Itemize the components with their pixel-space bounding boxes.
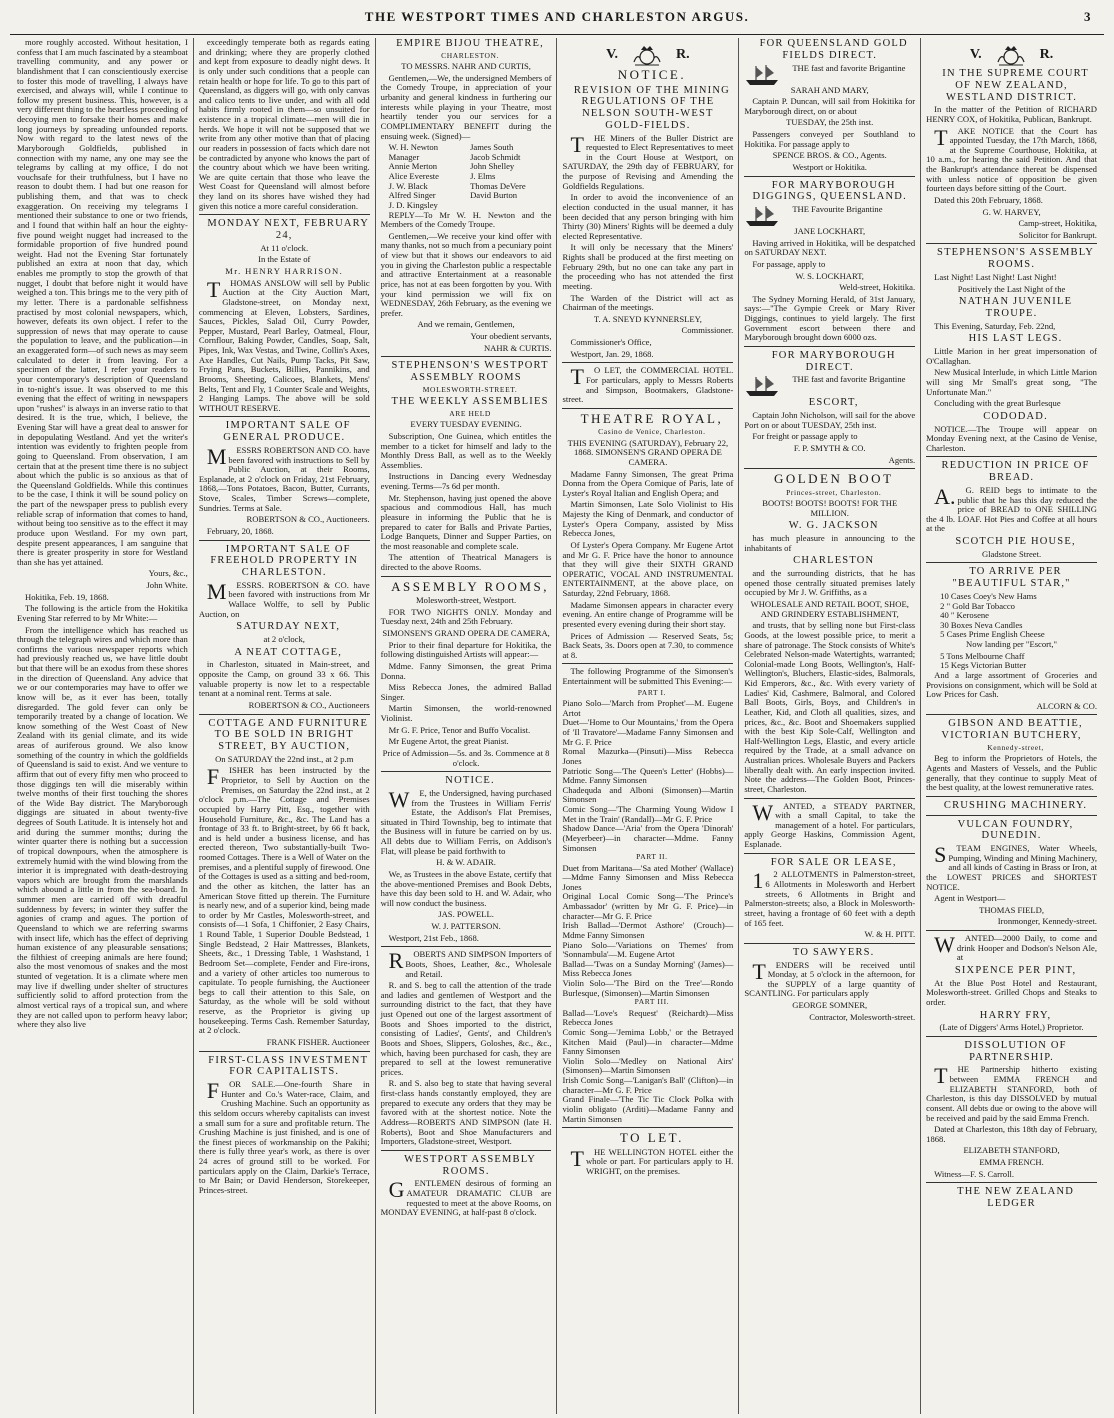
troupe-name: J. D. Kingsley xyxy=(388,199,438,210)
troupe-notice: NOTICE.—The Troupe will appear on Monday Evening next, at the Casino de Venise, Charleston. xyxy=(926,423,1097,453)
court-petition: In the matter of the Petition of RICHARD HENRY COX, of Hokitika, Publican, Bankrupt. xyxy=(926,104,1097,124)
divider xyxy=(744,798,915,799)
ship-1-text: Captain P. Duncan, will sail from Hokitika for Maryborough direct, on or about xyxy=(744,96,916,116)
troupe-name: James South xyxy=(470,142,514,153)
ledger-heading: THE NEW ZEALAND LEDGER xyxy=(957,1186,1075,1210)
theatre-text-2: Martin Simonsen, Late Solo Violinist to His Majesty the King of Denmark, and conductor of Lyster's Opera Company, assisted by Miss Rebecca Jones, xyxy=(562,499,734,539)
troupe-names xyxy=(381,143,552,210)
divider xyxy=(744,176,915,177)
cargo-item: 2 " Gold Bar Tobacco xyxy=(940,600,1015,611)
page-number: 3 xyxy=(1084,9,1092,24)
artist-3: Martin Simonsen, the world-renowned Violinist. xyxy=(380,703,552,724)
royal-cipher xyxy=(926,44,1097,66)
subscription-text: Subscription, One Guinea, which entitles the member to a ticket for himself and lady to the Monthly Dress Ball, as well as to the Weekly Assemblies. xyxy=(380,430,552,470)
artist-2: Miss Rebecca Jones, the admired Ballad Singer. xyxy=(380,682,552,702)
court-heading: IN THE SUPREME COURT OF NEW ZEALAND, WESTLAND DISTRICT. xyxy=(942,68,1089,103)
assembly-rooms-street: Molesworth-street, Westport. xyxy=(416,595,517,606)
cipher-v: V. xyxy=(969,47,982,63)
ship-1-passage: Passengers conveyed per Southland to Hokitika. For passage apply to xyxy=(744,129,916,149)
divider xyxy=(926,714,1097,715)
weekly-held: ARE HELD xyxy=(449,408,491,418)
notice-signature: H. & W. ADAIR. xyxy=(436,857,496,868)
opera-intro: Prior to their final departure for Hokitika, the following distinguished Artists will appear:— xyxy=(380,639,552,660)
article-text: From the intelligence which has reached us through the telegraph wires and which more than confirms the various newspaper reports which had previously reached us, we have little doubt but that there will be an exodus from these shores in the direction of Queensland. Any advice that we or our contemporaries may have to offer we know will be, as it ever has been, totally disregarded. The gold fever can only be temporarily treated by a change of location. We know something of the West Coast of New Zealand with its genial climate, and its wide areas of auriferous ground. We also know something of the country in which the goldfields of Queensland is said to exist. And we venture to affirm that out of every fifty men who proceed to those diggings ten will die miserably within twelve months of their first touching the shores of the Wide Bay district. The Maryborough diggings are situated in about twenty-five degrees of South Latitude. It is intensely hot and arid during the summer months; during the winter quarter there is nothing but a succession of tropical downpours, when the atmosphere is extremely humid with the wind blowing from the interior it is impregnated with death-destroying vapors which are brought from the marshlands which abound a little in from the sea-board. In summer men are carried off with dreadful suddenness by fevers; in winter they suffer the agonies of cramp and agues. The portion of Queensland to which we are referring swarms with insect life, which has the effect of depriving human existence of any pleasurable sensations; the filthiest of creeping animals are here found; also the most venomous of snakes and the most stunted of vegetation. It is a climate where men may live if dwelling under shelter of structures sufficiently solid to afford protection from the almost vertical rays of a tropical sun, and where they are not called upon to perform heavy labor; where they also live xyxy=(17,624,188,1030)
article-continuation: exceedingly temperate both as regards eating and drinking; where they are properly clothed and kept from exposure to deadly night dews. It is only under such conditions that a people can retain health or hope for life. To go to this part of Queensland, as diggers will go, with only canvas and calico tents to live under, and with all odd habits firmly rooted in them—so unsuited for existence in a tropical climate—men will die in herds. We hope it will not be supposed that we write from any other motive than that of placing our readers in possession of facts which dare not be contradicted by anyone who knows the part of the country about which we have been writing. We are quite certain that those who leave the West Coast for Queensland will almost before they land on its shores have wished they had given this notice a more careful consideration. xyxy=(198,38,370,211)
masthead-title: THE WESTPORT TIMES AND CHARLESTON ARGUS. xyxy=(364,9,750,24)
ship-icon xyxy=(744,205,780,227)
divider xyxy=(199,540,370,541)
programme-item: Ballad—'Twas on a Sunday Morning' (James)—Miss Rebecca Jones xyxy=(562,958,734,979)
burlesque-title: CODODAD. xyxy=(983,410,1048,422)
dissolution-signature-1: ELIZABETH STANFORD, xyxy=(963,1145,1060,1156)
to-let-heading: TO LET. xyxy=(619,1130,684,1146)
cargo-list-2 xyxy=(926,652,1097,671)
divider xyxy=(926,796,1097,797)
mining-text-2: In order to avoid the inconvenience of an election conducted in the usual manner, it has been decided that any person bringing with him Thirty (30) Miners' Rights will be deemed a duly elected Representative. xyxy=(562,192,734,241)
boots-heading: ROBERTS AND SIMPSON Importers of Boots, Shoes, Leather, &c., Wholesale and Retail. xyxy=(388,948,552,979)
produce-date: February, 20, 1868. xyxy=(206,525,274,536)
ship-3-text: Captain John Nicholson, will sail for the above Port on or about TUESDAY, 25th inst. xyxy=(744,410,916,430)
programme-list-3 xyxy=(562,1009,733,1125)
ship-2-agent: W. S. LOCKHART, xyxy=(795,270,864,281)
jackson-stock: and trusts, that by selling none but First-class Goods, at the lowest possible price, to merit a share of patronage. The Stock consists of White's Celebrated Nelson-made Watertights, warranted; Colonial-made Long Boots, Wellington's, Half-Wellington's, Bluchers, Elastic-sides, Balmorals, Kid Emperors, &c., &c. With every variety of Ladies' Kid, Cashmere, Balmoral, and Colored Ball Boots, Girls, Boys, and Children's in Leather, Kid, and Cloth all qualities, sizes, and prices, &c., &c. Boot and Shoemakers supplied with the best Kip Sole-Calf, Wellington and Half-Wellington Legs, Elastic, and every article required by the Trade, at a small advance on Australian prices. Wholesale Buyers and Packers liberally dealt with. An early inspection invited. Note the address—The Golden Boot, Princes-street, Charleston. xyxy=(744,620,916,794)
ship-1-agents-location: Westport or Hokitika. xyxy=(792,161,867,172)
troupe-name: Alfred Singer xyxy=(388,190,436,201)
divider xyxy=(199,1051,370,1052)
programme-item: Shadow Dance—'Aria' from the Opera 'Dinorah' (Meyerbeer)—in character—Mdme. Fanny Simonsen xyxy=(562,823,734,853)
dissolution-signature-2: EMMA FRENCH. xyxy=(979,1157,1044,1168)
troupe-name: John Shelley xyxy=(470,161,515,172)
furniture-heading: COTTAGE AND FURNITURE TO BE SOLD IN BRIGHT STREET, BY AUCTION, xyxy=(208,717,369,752)
programme-item: Grand Finale—'The Tic Tic Clock Polka with violin obligato (Arditi)—Madame Fanny and Martin Simonsen xyxy=(562,1094,734,1124)
ship-2-passage: For passage, apply to xyxy=(752,258,826,269)
programme-list-1 xyxy=(562,699,733,853)
show-text-1: Little Marion in her great impersonation of O'Callaghan. xyxy=(926,346,1097,366)
foundry-text: STEAM ENGINES, Water Wheels, Pumping, Winding and Mining Machinery, and all kinds of Casting in Brass or Iron, at the LOWEST PRICES and SHORTEST NOTICE. xyxy=(926,842,1097,892)
landing-label: Now landing per "Escort," xyxy=(966,639,1058,649)
bread-heading: REDUCTION IN PRICE OF BREAD. xyxy=(941,460,1090,484)
divider xyxy=(744,468,915,469)
cargo-item: 15 Kegs Victorian Butter xyxy=(940,660,1027,671)
columns xyxy=(12,38,1102,1414)
divider xyxy=(562,408,733,409)
managers-text: The attention of Theatrical Managers is directed to the above Rooms. xyxy=(380,552,552,573)
opera-title: SIMONSEN'S GRAND OPERA DE CAMERA, xyxy=(382,628,550,639)
trustees-date: Westport, 21st Feb., 1868. xyxy=(388,932,479,943)
troupe-name: Jacob Schmidt xyxy=(470,151,521,162)
stephenson-heading: STEPHENSON'S ASSEMBLY ROOMS. xyxy=(937,247,1095,271)
cargo-list-1 xyxy=(926,592,1097,640)
theatre-letter: Gentlemen,—We, the undersigned Members of the Comedy Troupe, in appreciation of your urbanity and general kindness in furthering our interests while playing in your Theatre, most heartily tender you our services for a COMPLIMENTARY BENEFIT during the ensuing week. (Signed)— xyxy=(380,72,552,141)
divider xyxy=(562,362,733,363)
estate-label: In the Estate of xyxy=(258,254,311,265)
ship-1-agents: SPENCE BROS. & CO., Agents. xyxy=(772,150,887,161)
article-intro: The following is the article from the Hokitika Evening Star referred to by Mr White:— xyxy=(17,603,188,623)
programme-item: Piano Solo—'Variations on Themes' from 'Sonnambula'—M. Eugene Artot xyxy=(562,939,734,960)
hall-text: Mr. Stephenson, having just opened the above spacious and commodious Hall, has much pleasure in informing the Public that he is prepared to cater for Balls and Private Parties, Lodge Banquets, Dinner and Supper Parties, on the most reasonable and complete scale. xyxy=(380,492,552,551)
column-1 xyxy=(12,38,194,1414)
cottage-signature: ROBERTSON & CO., Auctioneers xyxy=(248,699,370,710)
court-date: Dated this 20th February, 1868. xyxy=(934,194,1043,205)
produce-heading: IMPORTANT SALE OF GENERAL PRODUCE. xyxy=(223,420,351,444)
theatre-text-4: Madame Simonsen appears in character every evening. An entire change of Programme will be presented every evening during their short stay. xyxy=(562,599,734,629)
groceries-signature: ALCORN & CO. xyxy=(1036,700,1097,711)
cargo-item: 10 Cases Coey's New Hams xyxy=(940,590,1037,601)
cipher-r: R. xyxy=(1039,47,1054,63)
queensland-heading: FOR QUEENSLAND GOLD FIELDS DIRECT. xyxy=(759,38,908,61)
programme-part-3: PART III. xyxy=(634,997,670,1007)
programme-item: Violin Solo—'The Bird on the Tree'—Rondo Burlesque, (Simonsen)—Martin Simonsen xyxy=(562,978,734,998)
arrive-heading: TO ARRIVE PER "BEAUTIFUL STAR," xyxy=(952,566,1071,590)
reply-text: Gentlemen,—We receive your kind offer with many thanks, not so much from a pecuniary point of view but that it shows our endeavors to aid you in giving the Charleston public a respectable and attractive Entertainment at a reasonable price, has not at eas been forgotten by you. With your kind permission we will fix on WEDNESDAY, 26th February, as the evening we prefer. xyxy=(380,230,552,318)
court-notice: TAKE NOTICE that the Court has appointed Tuesday, the 17th March, 1868, at the Supreme Courthouse, Hokitika, at 10 a.m., for hearing the said Petition. And that the Bankrupt's attendance thereat be dispensed with unless notice of opposition be given fourteen days before sitting of the Court. xyxy=(926,124,1097,194)
divider xyxy=(381,356,552,357)
ale-price: SIXPENCE PER PINT, xyxy=(954,964,1077,976)
sale-lease-heading: FOR SALE OR LEASE, xyxy=(770,856,897,868)
programme-list-2 xyxy=(562,864,733,999)
cargo-item: 5 Cases Prime English Cheese xyxy=(940,629,1045,640)
mining-text-4: The Warden of the District will act as Chairman of the meetings. xyxy=(562,292,734,313)
maryborough-direct-heading: FOR MARYBOROUGH DIRECT. xyxy=(771,349,896,373)
divider xyxy=(744,853,915,854)
troupe-name: W. H. Newton xyxy=(388,142,438,153)
freehold-text: MESSRS. ROBERTSON & CO. have been favored with instructions from Mr Wallace Wolffe, to sell by Public Auction, on xyxy=(198,578,370,619)
programme-item: Piano Solo—'March from Prophet'—M. Eugene Artot xyxy=(562,698,734,718)
foundry-agent-address: Ironmonger, Kennedy-street. xyxy=(997,916,1097,927)
divider xyxy=(926,1036,1097,1037)
last-night-label: Positively the Last Night of the xyxy=(957,283,1066,294)
show-title: HIS LAST LEGS. xyxy=(968,333,1063,345)
cipher-r: R. xyxy=(675,47,690,63)
show-date: This Evening, Saturday, Feb. 22nd, xyxy=(934,320,1056,331)
troupe-name: Manager xyxy=(388,151,420,162)
programme-item: Patriotic Song—'The Queen's Letter' (Hobbs)—Mdme. Fanny Simonsen xyxy=(562,765,734,786)
artist-1: Mdme. Fanny Simonsen, the great Prima Donna. xyxy=(380,660,552,681)
programme-item: Irish Comic Song—'Lanigan's Ball' (Clifton)—in character—Mr G. F. Price xyxy=(562,1075,734,1095)
divider xyxy=(199,214,370,215)
jackson-establishment: WHOLESALE AND RETAIL BOOT, SHOE, AND GRINDERY ESTABLISHMENT, xyxy=(750,599,909,619)
foundry-heading: VULCAN FOUNDRY, DUNEDIN. xyxy=(957,818,1074,842)
programme-item: Original Local Comic Song—'The Prince's Ambassador' (written by Mr G. F. Price)—in character—Mr G. F. Price xyxy=(562,891,734,921)
commissioner-name: T. A. SNEYD KYNNERSLEY, xyxy=(593,313,702,324)
dancing-text: Instructions in Dancing every Wednesday evening. Terms—7s 6d per month. xyxy=(380,471,552,492)
jackson-town: CHARLESTON xyxy=(793,555,875,567)
ship-1-intro: THE fast and favorite Brigantine xyxy=(792,62,906,73)
mining-notice-title: REVISION OF THE MINING REGULATIONS OF THE NELSON SOUTH-WEST GOLD-FIELDS. xyxy=(573,84,730,131)
theatre-prices: Prices of Admission — Reserved Seats, 5s; Back Seats, 3s. Doors open at 7.30, to commence at 8. xyxy=(562,630,734,660)
maryborough-heading: FOR MARYBOROUGH DIGGINGS, QUEENSLAND. xyxy=(752,179,907,203)
hotel-to-let: TO LET, the COMMERCIAL HOTEL. For particulars, apply to Messrs Roberts and Simpson, Bootmakers, Gladstone-street. xyxy=(562,364,734,405)
divider xyxy=(381,576,552,577)
sawyers-signature: GEORGE SOMNER, xyxy=(792,1000,868,1011)
ship-3-name: ESCORT, xyxy=(808,397,859,409)
ship-2-agent-location: Weld-street, Hokitika. xyxy=(839,282,916,293)
crushing-heading: CRUSHING MACHINERY. xyxy=(943,799,1088,811)
letter-dateline: Hokitika, Feb. 19, 1868. xyxy=(25,591,109,602)
hotel-text: At the Blue Post Hotel and Restaurant, Molesworth-street. Grilled Chops and Steaks to order. xyxy=(926,977,1097,1007)
show-text-3: Concluding with the great Burlesque xyxy=(934,398,1061,409)
reply-closing: And we remain, Gentlemen, xyxy=(417,319,515,330)
assembly-rooms-heading: ASSEMBLY ROOMS, xyxy=(391,578,549,594)
divider xyxy=(381,771,552,772)
column-2 xyxy=(194,38,376,1414)
dramatic-text: GENTLEMEN desirous of forming an AMATEUR DRAMATIC CLUB are requested to meet at the above Rooms, on MONDAY EVENING, at half-past 8 o'clock. xyxy=(380,1177,552,1218)
artist-4: Mr G. F. Price, Tenor and Buffo Vocalist. xyxy=(388,724,531,735)
theatre-royal-heading: THEATRE ROYAL, xyxy=(580,410,724,426)
cargo-item: 5 Tons Melbourne Chaff xyxy=(940,650,1025,661)
programme-item: Ballad—'Love's Request' (Reichardt)—Miss Rebecca Jones xyxy=(562,1007,734,1028)
investment-text: FOR SALE.—One-fourth Share in Hunter and Co.'s Water-race, Claim, and Crushing Machine. Such an opportunity as this seldom occurs whereby capitalists can invest a small sum for a sure and profitable return. The Crushing Machine is just finished, and is one of the finest pieces of workmanship on the Pakihi; there is fully three year's work, as there is over 24 acres of ground still to be worked. For particulars apply on the Claim, Darkie's Terrace, to Mr Bain; or David Henderson, Storekeeper, Princes-street. xyxy=(198,1078,370,1195)
ale-text: WANTED—2000 Daily, to come and drink Hooper and Dodson's Nelson Ale, at xyxy=(934,932,1097,963)
last-night: Last Night! Last Night! Last Night! xyxy=(934,271,1057,282)
trustee-1: JAS. POWELL. xyxy=(438,909,494,920)
show-text-2: New Musical Interlude, in which Little Marion will sing Mr Small's great song, "The Unfortunate Man." xyxy=(926,367,1097,397)
column-6 xyxy=(921,38,1102,1414)
troupe-name: Alice Evereste xyxy=(388,171,439,182)
jackson-text: and the surrounding districts, that he has opened those centrally situated premises lately occupied by Mr J. W. Griffiths, as a xyxy=(744,568,916,598)
commissioner-date: Westport, Jan. 29, 1868. xyxy=(570,348,654,359)
royal-crest-icon xyxy=(996,44,1026,66)
column-4 xyxy=(557,38,739,1414)
cargo-item: 30 Boxes Neva Candles xyxy=(940,619,1023,630)
freehold-heading: IMPORTANT SALE OF FREEHOLD PROPERTY IN CHARLESTON. xyxy=(210,543,359,578)
reply-heading: REPLY—To Mr W. H. Newton and the Members of the Comedy Troupe. xyxy=(380,209,552,230)
pie-house-street: Gladstone Street. xyxy=(981,548,1042,559)
theatre-royal-location: Casino de Venice, Charleston. xyxy=(598,427,706,437)
solicitor-title: Solicitor for Bankrupt. xyxy=(1018,229,1097,240)
golden-boot-location: Princes-street, Charleston. xyxy=(786,487,882,497)
proprietor-name: HARRY FRY, xyxy=(979,1009,1052,1021)
ship-2-intro: THE Favourite Brigantine xyxy=(792,204,883,214)
ship-3-freight: For freight or passage apply to xyxy=(752,431,858,442)
letter-signoff: Yours, &c., xyxy=(148,568,188,579)
ship-icon xyxy=(744,64,780,86)
ship-2-name: JANE LOCKHART, xyxy=(794,226,866,236)
ship-1-name: SARAH AND MARY, xyxy=(790,84,869,95)
divider xyxy=(744,346,915,347)
royal-crest-icon xyxy=(632,44,662,66)
column-5 xyxy=(739,38,921,1414)
auction-time: At 11 o'clock. xyxy=(260,242,309,253)
programme-item: Comic Song—'Jemima Lobb,' or the Betrayed Kitchen Maid (Paul)—in character—Mdme Fanny Simonsen xyxy=(562,1026,734,1057)
divider xyxy=(199,416,370,417)
ship-icon xyxy=(744,375,780,397)
troupe-name: J. Elms xyxy=(470,171,496,182)
auction-text: THOMAS ANSLOW will sell by Public Auction at the City Auction Mart, Gladstone-street, on Monday next, commencing at Eleven, Lobsters, Sardines, Sauces, Pickles, Salad Oil, Curry Powder, Pepper, Mustard, Pearl Barley, Oatmeal, Flour, Cornflour, Baking Powder, Candles, Soap, Salt, Pipes, Ink, Wax Vestas, and Twine, Collin's Axes, Axe Handles, Cut Nails, Pump Tacks, Pit Saw, Frying Pans, Buckets, Billies, Pannikins, and Brooms, Sheeting, Calicoes, Blankets, Mens' Belts, Tent and Fly, 1 Counter Scale and Weights, 2 Hanging Lamps. The above will be sold WITHOUT RESERVE. xyxy=(198,276,370,413)
programme-item: Chadequda and Alboni (Simonsen)—Martin Simonsen xyxy=(562,784,734,805)
theatre-text-1: Madame Fanny Simonsen, The great Prima Donna from the Opera Comique of Paris, late of Lyster's Royal Italian and English Opera; and xyxy=(562,468,734,498)
divider xyxy=(926,243,1097,244)
sawyers-text: TENDERS will be received until Monday, at 5 o'clock in the afternoon, for the SUPPLY of a large quantity of SCANTLING. For particulars apply xyxy=(744,958,916,999)
reply-closing-2: Your obedient servants, xyxy=(470,331,552,342)
artist-5: Mr Eugene Artot, the great Pianist. xyxy=(388,736,509,747)
divider xyxy=(381,1150,552,1151)
golden-boot-heading: GOLDEN BOOT xyxy=(773,471,894,487)
investment-heading: FIRST-CLASS INVESTMENT FOR CAPITALISTS. xyxy=(208,1054,369,1078)
foundry-agent-name: THOMAS FIELD, xyxy=(979,904,1045,915)
admission-text: Price of Admission—5s. and 3s. Commence at 8 o'clock. xyxy=(382,747,550,768)
programme-item: Irish Ballad—'Dermot Asthore' (Crouch)—Mdme Fanny Simonsen xyxy=(562,920,734,940)
theatre-addressee: TO MESSRS. NAHR AND CURTIS, xyxy=(401,61,531,72)
sawyers-signature-2: Contractor, Molesworth-street. xyxy=(809,1011,916,1022)
divider xyxy=(926,1182,1097,1183)
notice-text: WE, the Undersigned, having purchased from the Trustees in William Ferris' Estate, the Addison's Flat Premises, situated in Third Township, beg to intimate that the Business will in future be carried on by us. All debts due to William Ferris, on Addison's Flat, will please be paid forthwith to xyxy=(380,786,552,856)
butchery-text: Beg to inform the Proprietors of Hotels, the Agents and Masters of Vessels, and the Public generally, that they continue to supply Meat of the best quality, at the lowest remunerative rates. xyxy=(926,753,1097,793)
column-3 xyxy=(376,38,558,1414)
divider xyxy=(926,456,1097,457)
divider xyxy=(381,946,552,947)
furniture-signature: FRANK FISHER. Auctioneer xyxy=(266,1036,370,1047)
programme-part-2: PART II. xyxy=(636,852,668,862)
pie-house: SCOTCH PIE HOUSE, xyxy=(955,536,1076,547)
weekly-heading: THE WEEKLY ASSEMBLIES xyxy=(391,396,549,408)
ship-2-text: Having arrived in Hokitika, will be despatched on SATURDAY NEXT. xyxy=(744,237,916,258)
jackson-name: W. G. JACKSON xyxy=(788,520,879,532)
dissolution-text: THE Partnership hitherto existing between EMMA FRENCH and ELIZABETH STANFORD, both of Charleston, is this day DISSOLVED by mutual consent. All debts due or owing to the above will be received and paid by the said Emma French. xyxy=(926,1063,1097,1123)
proprietor-title: (Late of Diggers' Arms Hotel,) Proprietor. xyxy=(939,1022,1084,1033)
mining-text-3: It will only be necessary that the Miners' Rights shall be produced at the first meeting on February 29th, but no one can take any part in the proceeding who has not attended the first meeting. xyxy=(562,242,734,291)
boots-text-2: R. and S. also beg to state that having several first-class hands constantly employed, they are prepared to execute any orders that they may be favored with at the shortest notice. Note the Address—ROBERTS AND SIMPSON (late H. Roberts), Boot and Shoe Manufacturers and Importers, Gladstone-street, Westport. xyxy=(380,1078,552,1147)
letter-author: John White. xyxy=(146,580,188,590)
programme-item: Duet from Maritana—'Sa ated Mother' (Wallace)—Mdme Fanny Simonsen and Miss Rebecca Jones xyxy=(562,862,734,892)
divider xyxy=(199,714,370,715)
theatre-text-3: Of Lyster's Opera Company. Mr Eugene Artot and Mr G. F. Price have the honor to announce that they will give their SIXTH GRAND OPERATIC, VOCAL AND INSTRUMENTAL ENTERTAINMENT, at the above place, on Saturday, 22nd February, 1868. xyxy=(562,539,734,599)
divider xyxy=(926,562,1097,563)
trustee-2: W. J. PATTERSON. xyxy=(431,921,501,932)
sawyers-heading: TO SAWYERS. xyxy=(792,946,875,958)
troupe-name: NATHAN JUVENILE TROUPE. xyxy=(958,296,1073,319)
masthead xyxy=(10,0,1104,34)
auction-date-heading: MONDAY NEXT, FEBRUARY 24, xyxy=(207,218,370,241)
commissioner-office: Commissioner's Office, xyxy=(570,337,652,348)
theatre-heading: EMPIRE BIJOU THEATRE, xyxy=(396,38,544,49)
freehold-time: at 2 o'clock, xyxy=(263,634,305,644)
two-nights-text: FOR TWO NIGHTS ONLY. Monday and Tuesday next, 24th and 25th February. xyxy=(380,606,552,627)
bread-text: A.G. REID begs to intimate to the public that he has this day reduced the price of BREAD to ONE SHILLING the 4 lb. LOAF. Hot Pies and Coffee at all hours at the xyxy=(926,483,1097,534)
programme-item: Duet—'Home to Our Mountains,' from the Opera of 'Il Travatore'—Madame Fanny Simonsen and Mr G. F. Price xyxy=(562,717,734,747)
mining-text-1: THE Miners of the Buller District are requested to Elect Representatives to meet in the Court House at Westport, on SATURDAY, the 29th day of FEBRUARY, for the purpose of Revising and Amending the Goldfields Regulations. xyxy=(562,131,734,191)
partner-wanted: WANTED, a STEADY PARTNER, with a small Capital, to take the management of a hotel. For particulars, apply George Haskins, Commission Agent, Esplanade. xyxy=(744,799,916,850)
allotments-text: 12 ALLOTMENTS in Palmerston-street, 6 Allotments in Molesworth and Herbert streets, 6 Allotments in Bright and Palmerston-streets; also, a Block in Molesworth-street, having a frontage of 60 feet with a depth of 165 feet. xyxy=(744,868,916,928)
theatre-evening: THIS EVENING (SATURDAY), February 22, 1868. SIMONSEN'S GRAND OPERA DE CAMERA. xyxy=(567,437,729,467)
troupe-name: David Burton xyxy=(470,190,518,201)
masthead-rule xyxy=(10,34,1104,35)
troupe-name: Thomas DeVere xyxy=(470,180,526,191)
programme-part-1: PART I. xyxy=(637,687,667,697)
estate-name: Mr. HENRY HARRISON. xyxy=(225,266,344,276)
dramatic-heading: WESTPORT ASSEMBLY ROOMS. xyxy=(404,1153,537,1177)
dissolution-witness: Witness—F. S. Carroll. xyxy=(934,1168,1015,1179)
ship-3-intro: THE fast and favorite Brigantine xyxy=(792,374,906,385)
ship-1-date: TUESDAY, the 25th inst. xyxy=(786,117,874,128)
produce-signature: ROBERTSON & CO., Auctioneers. xyxy=(246,514,370,525)
dissolution-heading: DISSOLUTION OF PARTNERSHIP. xyxy=(964,1039,1067,1063)
trustees-text: We, as Trustees in the above Estate, certify that the above-mentioned Premises and Book Debts, have this day been sold to H. and W. Adair, who will now conduct the business. xyxy=(380,868,552,908)
boots-million: BOOTS! BOOTS! BOOTS! FOR THE MILLION. xyxy=(762,498,898,518)
ship-3-agent: F. P. SMYTH & CO. xyxy=(793,443,866,453)
boots-text: R. and S. beg to call the attention of the trade and ladies and gentlemen of Westport and the surrounding district to the fact, that they have just Opened out one of the largest assortment of Boots and Shoes imported to the district, consisting of Ladies', Gents', and Children's Boots and Shoes, Slippers, Goloshes, &c., &c., which, having been purchased for cash, they are prepared to sell at the lowest remunerative prices. xyxy=(380,980,552,1077)
programme-item: Comic Song—'The Charming Young Widow I Met in the Train' (Randall)—Mr G. F. Price xyxy=(562,804,734,824)
commissioner-title: Commissioner. xyxy=(681,325,734,336)
divider xyxy=(744,943,915,944)
solicitor-name: G. W. HARVEY, xyxy=(982,206,1041,217)
divider xyxy=(562,663,733,664)
divider xyxy=(926,930,1097,931)
assembly-street: MOLESWORTH-STREET. xyxy=(422,384,518,394)
programme-intro: The following Programme of the Simonsen's Entertainment will be submitted This Evening:— xyxy=(562,666,734,687)
dissolution-date: Dated at Charleston, this 18th day of February, 1868. xyxy=(926,1124,1097,1144)
divider xyxy=(926,815,1097,816)
jackson-intro: has much pleasure in announcing to the inhabitants of xyxy=(744,533,916,553)
weekly-day: EVERY TUESDAY EVENING. xyxy=(410,419,522,430)
troupe-name: Annie Merton xyxy=(388,161,438,172)
mining-notice-heading: NOTICE. xyxy=(617,67,687,82)
programme-item: Violin Solo—'Medley on National Airs' (Simonsen)—Martin Simonsen xyxy=(562,1055,734,1076)
cottage-heading: A NEAT COTTAGE, xyxy=(234,646,343,658)
freehold-day: SATURDAY NEXT, xyxy=(236,621,341,633)
programme-item: Romal Mazurka—(Pinsuti)—Miss Rebecca Jones xyxy=(562,746,734,766)
to-let-text: THE WELLINGTON HOTEL either the whole or part. For particulars apply to H. WRIGHT, on the premises. xyxy=(570,1145,734,1176)
reply-signature: NAHR & CURTIS. xyxy=(483,342,552,353)
cipher-v: V. xyxy=(606,47,618,63)
ship-3-agents-label: Agents. xyxy=(888,454,916,465)
assembly-heading: STEPHENSON'S WESTPORT ASSEMBLY ROOMS xyxy=(391,360,549,384)
royal-cipher xyxy=(562,44,733,66)
produce-text: MESSRS ROBERTSON AND CO. have been favored with instructions to Sell by Public Auction, at their Rooms, Esplanade, at 2 o'clock on Friday, 21st February, 1868,—Tons Potatoes, Bacon, Butter, Currants, Stove, Scales, Timber Screws—complete, Sundries. Terms at Sale. xyxy=(198,443,370,513)
foundry-agent: Agent in Westport— xyxy=(934,893,1006,904)
allotments-signature: W. & H. PITT. xyxy=(864,929,916,940)
butchery-street: Kennedy-street, xyxy=(987,742,1044,752)
cargo-item: 40 " Kerosene xyxy=(940,610,989,621)
divider xyxy=(562,1127,733,1128)
theatre-location: CHARLESTON. xyxy=(441,50,500,60)
solicitor-address: Camp-street, Hokitika, xyxy=(1018,218,1097,229)
groceries-text: And a large assortment of Groceries and Provisions on consignment, which will be Sold at Low Prices for Cash. xyxy=(926,669,1097,700)
troupe-name: J. W. Black xyxy=(388,180,428,191)
notice-heading: NOTICE. xyxy=(445,775,495,787)
herald-text: The Sydney Morning Herald, of 31st January, says:—"The Gympie Creek or Mary River Diggings, continues to yield largely. The first Government escort between there and Maryborough brought down 6000 ozs. xyxy=(744,293,916,343)
cottage-text: in Charleston, situated in Main-street, and opposite the Camp, on ground 33 x 66. This valuable property is now let to a respectable tenant at a nominal rent. Terms at sale. xyxy=(198,659,370,699)
letter-text: more roughly accosted. Without hesitation, I confess that I am much fascinated by a steamboat travelling community, and any power or blandishment that I can conscientiously exercise to foster this mode of travelling, I always have exercised, and always will, while I continue to follow my present business. This, however, is a very different thing to the heartless proceeding of decoying men to forsake their homes and make long journeys by spreading unfounded reports. Now with regard to the latest news of the Maryborough Goldfields, published in connection with my name, any one may see the telegrams by calling at my office, I do not vouchsafe for their truthfulness, but I have no reason to doubt them. I had but one reason for publishing them, and that was to check exaggeration. On receiving my telegrams I mentioned their substance to one or two friends, and I found that within half an hour the eighty-five pound weight nugget had increased to the formidable proportion of five hundred pound weight. Had not the Evening Star fortunately published an extra at noon that day, which enables me promptly to stop the growth of that nugget, I doubt that before night it would have weighed a ton. This brings me to the very pith of my letter. There is a pardonable selfishness practised by most colonial newspapers, which, however, defeats its own object. I refer to the suppression of news that may operate to cause the population to leave, and the publication—in an exaggerated form—of such news as may seem calculated to deter it from leaving. For a specimen of the latter, I refer your readers to your contemporary's description of Queensland in to-night's issue. It was observed to me this evening that the effect of writing in newspapers upon "rushes" is always in an inverse ratio to that desired. It is the true, which, I believe, the Evening Star will have a great deal to answer for in depopulating Westland. And yet the writer's intention was evidently to frighten people from going to Queensland. From observation, I am certain that at the present time there is no subject about which the public is so anxious as that of the Queensland Goldfields. While this continues to be the case, I think it will be sound policy on the part of the newspaper press to publish every reliable scrap of information that comes to hand, without being too sensitive as to the effect it may produce upon Westland. For my own part, despite present appearances, I am sanguine that there is greater prosperity in store for Westland than she has yet attained. xyxy=(17,38,188,567)
furniture-text: FISHER has been instructed by the Proprietor, to Sell by Auction on the Premises, on Saturday the 22nd inst., at 2 o'clock p.m.—The Cottage and Premises occupied by Harry Pitt, Esq., together with Household Furniture, &c., &c. The Land has a frontage of 33 ft. to Bright-street, by 66 ft back, and is held under a business license, and has erected thereon, Two substantially-built Two-roomed Cottages. There is a Well of Water on the premises, and a plentiful supply of firewood. One of the Cottages is used as a sitting and bed-room, and the other as kitchen, the latter has an American Stove fitted up therein. The Furniture is nearly new, and of a superior kind, being made to order by Mr Castles, Molesworth-street, and consists of—1 Sofa, 1 Chiffonier, 2 Easy Chairs, 1 Round Table, 1 Superior Double Bedstead, 1 Single Bedstead, 2 Hair Mattresses, Blankets, Sheets, &c., 1 Dressing Table, 1 Washstand, 1 Bedroom Set—complete, Fender and Fire-irons, and a variety of other articles too numerous to capitulate. To people furnishing, the Auctioneer begs to call their attention to this Sale, on Saturday, as the whole will be sold without reserve, as the Proprietor is giving up housekeeping. Terms Cash. Remember Saturday, at 2 o'clock. xyxy=(198,764,370,1036)
furniture-date: On SATURDAY the 22nd inst., at 2 p.m xyxy=(215,753,354,764)
butchery-heading: GIBSON AND BEATTIE, VICTORIAN BUTCHERY, xyxy=(941,718,1083,742)
